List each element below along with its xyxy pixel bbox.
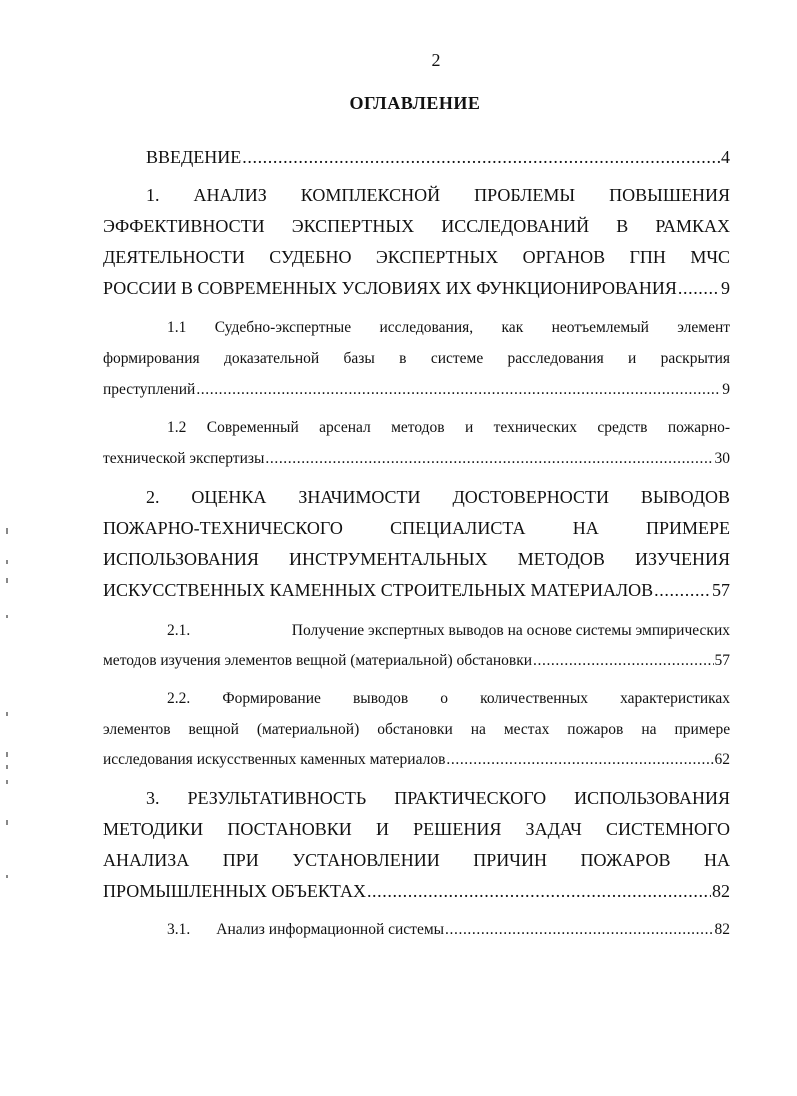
toc-word: ПОСТАНОВКИ <box>227 819 352 839</box>
toc-entry-page: 9 <box>721 278 730 298</box>
toc-title: ОГЛАВЛЕНИЕ <box>349 93 481 113</box>
toc-word: ИНСТРУМЕНТАЛЬНЫХ <box>288 549 488 569</box>
toc-section-1-1-line-2[interactable] <box>103 344 730 374</box>
toc-word: на <box>470 721 486 738</box>
toc-word: ПРИМЕРЕ <box>646 518 731 538</box>
toc-word: ЭКСПЕРТНЫХ <box>291 216 415 236</box>
toc-chapter-2-line-1[interactable] <box>146 482 730 512</box>
toc-word: СУДЕБНО <box>269 247 352 267</box>
toc-chapter-3-line-2[interactable] <box>103 814 730 844</box>
toc-word: ИСПОЛЬЗОВАНИЯ <box>103 549 259 569</box>
toc-word: на <box>641 721 657 738</box>
page-number: 2 <box>431 50 441 70</box>
toc-section-number: 3.1. <box>167 921 191 938</box>
toc-word: выводов <box>352 690 409 707</box>
toc-word: УСТАНОВЛЕНИИ <box>292 850 440 870</box>
toc-word: 3. <box>146 788 160 808</box>
toc-word: местах <box>503 721 550 738</box>
toc-entry-text: ИСКУССТВЕННЫХ КАМЕННЫХ СТРОИТЕЛЬНЫХ МАТЕРИАЛОВ <box>103 580 654 600</box>
toc-word: ОРГАНОВ <box>522 247 606 267</box>
scan-speck <box>6 875 8 878</box>
toc-entry-page: 4 <box>721 147 730 167</box>
toc-chapter-1-line-2[interactable] <box>103 211 730 241</box>
toc-section-2-1-line-1[interactable] <box>167 616 730 646</box>
toc-section-2-2-line-2[interactable] <box>103 715 730 745</box>
toc-word: обстановки <box>377 721 453 738</box>
toc-word: как <box>501 319 524 336</box>
toc-word: ИЗУЧЕНИЯ <box>635 549 731 569</box>
toc-word: о <box>440 690 449 707</box>
toc-word: ПОЖАРОВ <box>580 850 671 870</box>
toc-section-1-1-line-1[interactable] <box>167 313 730 343</box>
toc-word: ГПН <box>629 247 666 267</box>
toc-section-1-2-line-2[interactable] <box>103 444 730 474</box>
toc-word: МЧС <box>690 247 731 267</box>
toc-word: ИССЛЕДОВАНИЙ <box>441 216 590 236</box>
toc-word: 1.2 <box>167 419 187 436</box>
toc-word: количественных <box>480 690 589 707</box>
toc-leader-dots <box>445 915 713 945</box>
toc-word: ЗНАЧИМОСТИ <box>298 487 421 507</box>
scan-speck <box>6 765 8 769</box>
scan-speck <box>6 820 8 825</box>
toc-word: средств <box>597 419 648 436</box>
toc-entry-page: 30 <box>714 450 730 467</box>
toc-word: 2.2. <box>167 690 191 707</box>
toc-word: 1.1 <box>167 319 187 336</box>
toc-chapter-3-line-3[interactable] <box>103 845 730 875</box>
toc-entry-text: исследования искусственных каменных материалов <box>103 751 446 768</box>
toc-word: МЕТОДОВ <box>517 549 605 569</box>
scan-speck <box>6 528 8 534</box>
scan-speck <box>6 752 8 757</box>
scan-speck <box>6 578 8 583</box>
toc-word: базы <box>343 350 375 367</box>
toc-word: и <box>628 350 637 367</box>
toc-word: СПЕЦИАЛИСТА <box>390 518 526 538</box>
toc-word: раскрытия <box>660 350 731 367</box>
toc-entry-text: технической экспертизы <box>103 450 265 467</box>
toc-word: ОЦЕНКА <box>191 487 267 507</box>
toc-chapter-3-line-4[interactable] <box>103 876 730 906</box>
toc-section-2-2-line-1[interactable] <box>167 684 730 714</box>
toc-section-1-1-line-3[interactable] <box>103 375 730 405</box>
toc-word: системе <box>430 350 484 367</box>
toc-word: РЕЗУЛЬТАТИВНОСТЬ <box>187 788 367 808</box>
toc-word: Судебно-экспертные <box>214 319 352 336</box>
toc-word: МЕТОДИКИ <box>103 819 204 839</box>
toc-word: элемент <box>677 319 731 336</box>
toc-word: арсенал <box>319 419 371 436</box>
toc-chapter-2-line-2[interactable] <box>103 513 730 543</box>
toc-chapter-2-line-3[interactable] <box>103 544 730 574</box>
toc-word: в <box>399 350 407 367</box>
toc-entry-page: 57 <box>712 580 730 600</box>
toc-word: И <box>375 819 389 839</box>
toc-section-1-2-line-1[interactable] <box>167 413 730 443</box>
toc-section-2-2-line-3[interactable] <box>103 745 730 775</box>
toc-entry-text: преступлений <box>103 381 196 398</box>
toc-word: 2. <box>146 487 160 507</box>
toc-word: ПРИЧИН <box>473 850 547 870</box>
toc-section-2-1-line-2[interactable] <box>103 646 730 676</box>
scan-speck <box>6 560 8 564</box>
toc-word: технических <box>493 419 577 436</box>
toc-word: ПОЖАРНО-ТЕХНИЧЕСКОГО <box>103 518 343 538</box>
toc-word: 1. <box>146 185 160 205</box>
toc-entry-text: Анализ информационной системы <box>216 921 445 938</box>
toc-word: пожаров <box>567 721 624 738</box>
toc-leader-dots <box>654 575 711 605</box>
toc-word: Формирование <box>222 690 321 707</box>
toc-word: НА <box>704 850 730 870</box>
toc-entry-text: РОССИИ В СОВРЕМЕННЫХ УСЛОВИЯХ ИХ ФУНКЦИОНИРОВАНИЯ <box>103 278 677 298</box>
toc-word: ПРИ <box>222 850 259 870</box>
toc-entry-text: Получение экспертных выводов на основе системы эмпирических <box>291 622 730 639</box>
toc-leader-dots <box>533 646 713 676</box>
toc-word: расследования <box>507 350 604 367</box>
toc-leader-dots <box>196 375 721 405</box>
toc-entry-text: методов изучения элементов вещной (материальной) обстановки <box>103 652 533 669</box>
toc-word: Современный <box>206 419 299 436</box>
toc-word: пожарно- <box>667 419 731 436</box>
toc-word: РАМКАХ <box>655 216 731 236</box>
toc-word: вещной <box>188 721 239 738</box>
toc-entry-page: 9 <box>722 381 730 398</box>
toc-chapter-3-line-1[interactable] <box>146 783 730 813</box>
toc-word: РЕШЕНИЯ <box>413 819 502 839</box>
toc-word: КОМПЛЕКСНОЙ <box>300 185 441 205</box>
toc-leader-dots <box>446 745 713 775</box>
scan-speck <box>6 780 8 784</box>
toc-word: ДЕЯТЕЛЬНОСТИ <box>103 247 245 267</box>
toc-leader-dots <box>265 444 713 474</box>
toc-word: ВЫВОДОВ <box>640 487 730 507</box>
toc-section-3-1[interactable] <box>167 915 730 945</box>
toc-word: СИСТЕМНОГО <box>606 819 730 839</box>
toc-word: примере <box>674 721 731 738</box>
toc-word: ЭКСПЕРТНЫХ <box>375 247 499 267</box>
toc-leader-dots <box>678 273 720 303</box>
toc-chapter-1-line-3[interactable] <box>103 242 730 272</box>
toc-word: ЭФФЕКТИВНОСТИ <box>103 216 265 236</box>
toc-word: характеристиках <box>620 690 731 707</box>
toc-word: ПРАКТИЧЕСКОГО <box>394 788 547 808</box>
toc-word: АНАЛИЗ <box>193 185 267 205</box>
toc-word: НА <box>572 518 599 538</box>
toc-chapter-2-line-4[interactable] <box>103 575 730 605</box>
toc-entry-page: 82 <box>714 921 730 938</box>
toc-leader-dots <box>242 142 720 172</box>
toc-word: (материальной) <box>256 721 360 738</box>
toc-word: неотъемлемый <box>551 319 649 336</box>
toc-entry-page: 57 <box>714 652 730 669</box>
toc-word: методов <box>391 419 445 436</box>
toc-word: и <box>465 419 474 436</box>
toc-word: АНАЛИЗА <box>103 850 190 870</box>
toc-entry-page: 62 <box>714 751 730 768</box>
toc-entry-text: ПРОМЫШЛЕННЫХ ОБЪЕКТАХ <box>103 881 366 901</box>
toc-leader-dots <box>367 876 711 906</box>
toc-word: ИСПОЛЬЗОВАНИЯ <box>574 788 731 808</box>
toc-entry-intro[interactable] <box>146 142 730 172</box>
toc-word: доказательной <box>223 350 320 367</box>
scan-speck <box>6 615 8 618</box>
toc-word: ДОСТОВЕРНОСТИ <box>452 487 609 507</box>
toc-word: формирования <box>103 350 200 367</box>
toc-word: ЗАДАЧ <box>525 819 582 839</box>
toc-word: элементов <box>103 721 171 738</box>
toc-entry-page: 82 <box>712 881 730 901</box>
toc-entry-text: ВВЕДЕНИЕ <box>146 147 242 167</box>
scan-speck <box>6 712 8 716</box>
toc-chapter-1-line-4[interactable] <box>103 273 730 303</box>
toc-word: В <box>616 216 629 236</box>
toc-word: ПОВЫШЕНИЯ <box>609 185 731 205</box>
toc-chapter-1-line-1[interactable] <box>146 180 730 210</box>
toc-section-number: 2.1. <box>167 622 191 639</box>
toc-word: ПРОБЛЕМЫ <box>474 185 576 205</box>
toc-word: исследования, <box>379 319 474 336</box>
